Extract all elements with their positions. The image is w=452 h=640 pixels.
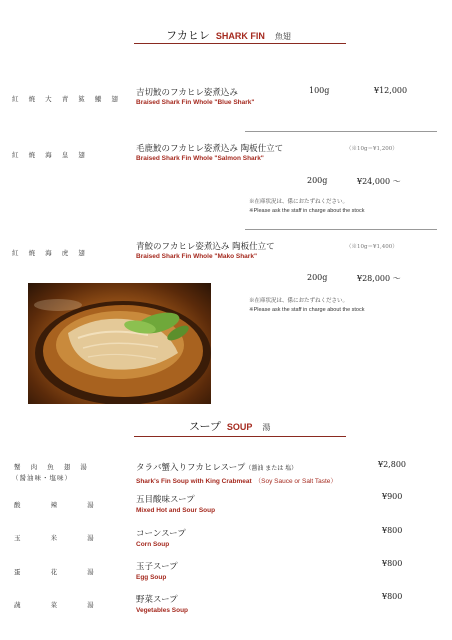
soup-item-4-en-name: Egg Soup (136, 574, 167, 581)
shark-item-2-unit-note: （※10g＝¥1,200） (346, 146, 398, 152)
soup-item-1-jp-main: タラバ蟹入りフカヒレスープ (136, 463, 246, 473)
shark-item-2-en-name: Braised Shark Fin Whole "Salmon Shark" (136, 155, 264, 162)
soup-item-4-jp-name: 玉子スープ (136, 562, 178, 572)
shark-item-3-en-name: Braised Shark Fin Whole "Mako Shark" (136, 253, 258, 260)
soup-item-2-cn-name: 酸 辣 湯 (14, 501, 108, 509)
shark-section-title-en: SHARK FIN (215, 31, 265, 41)
shark-item-3-unit-note: （※10g＝¥1,400） (346, 244, 398, 250)
shark-item-3-weight: 200g (307, 273, 328, 282)
shark-divider-1 (245, 131, 437, 132)
soup-item-1-en-main: Shark's Fin Soup with King Crabmeat (136, 478, 252, 485)
shark-item-3-jp-name: 青鮫のフカヒレ姿煮込み 陶板仕立て (136, 242, 275, 252)
soup-item-4-price: ¥800 (382, 559, 403, 568)
soup-item-3-jp-name: コーンスープ (136, 529, 186, 539)
shark-fin-dish-photo (28, 283, 211, 404)
soup-item-5-price: ¥800 (382, 592, 403, 601)
shark-item-2-cn-name: 紅 焼 海 皇 翅 (12, 151, 89, 159)
soup-item-1-en-name (136, 476, 337, 485)
soup-item-2-en-name: Mixed Hot and Sour Soup (136, 507, 216, 514)
shark-item-1-price: ¥12,000 (374, 86, 408, 95)
shark-item-2-jp-name: 毛鹿鮫のフカヒレ姿煮込み 陶板仕立て (136, 144, 284, 154)
soup-item-1-en-sub: （Soy Sauce or Salt Taste） (254, 478, 337, 485)
shark-section-title-cn: 魚翅 (274, 32, 291, 41)
shark-section-rule (134, 43, 346, 44)
soup-section-title (189, 418, 270, 434)
soup-item-5-jp-name: 野菜スープ (136, 595, 178, 605)
soup-section-rule (134, 436, 346, 437)
soup-item-4-cn-name: 蛋 花 湯 (14, 568, 108, 576)
soup-item-3-price: ¥800 (382, 526, 403, 535)
shark-fin-dish-illustration (28, 283, 211, 404)
soup-item-2-jp-name: 五目酸味スープ (136, 495, 195, 505)
shark-divider-2 (245, 229, 437, 230)
shark-item-2-price: ¥24,000 〜 (357, 177, 401, 186)
soup-section-title-cn: 湯 (262, 423, 271, 432)
soup-item-1-price: ¥2,800 (378, 460, 406, 469)
shark-section-title-jp: フカヒレ (166, 29, 210, 42)
shark-item-3-note-en: ※Please ask the staff in charge about the stock (249, 307, 365, 313)
shark-section-title (166, 27, 291, 43)
shark-item-1-jp-name: 吉切鮫のフカヒレ姿煮込み (136, 88, 238, 98)
soup-item-1-cn-sub: （醤油味・塩味） (12, 474, 72, 482)
shark-item-1-weight: 100g (309, 86, 330, 95)
shark-item-3-cn-name: 紅 焼 海 虎 翅 (12, 249, 89, 257)
shark-item-3-note-jp: ※在庫状況は、係におたずねください。 (249, 298, 349, 304)
shark-item-2-weight: 200g (307, 176, 328, 185)
soup-item-3-cn-name: 玉 米 湯 (14, 534, 108, 542)
shark-item-1-en-name: Braised Shark Fin Whole "Blue Shark" (136, 99, 255, 106)
soup-item-5-en-name: Vegetables Soup (136, 607, 189, 614)
shark-item-1-cn-name: 紅 焼 大 青 鯊 鱶 翅 (12, 95, 122, 103)
shark-item-3-price: ¥28,000 〜 (357, 274, 401, 283)
soup-item-1-jp-sub: （醤油 または 塩） (245, 465, 298, 472)
soup-section-title-en: SOUP (226, 422, 253, 432)
shark-item-2-note-en: ※Please ask the staff in charge about the stock (249, 208, 365, 214)
soup-item-1-jp-name (136, 461, 297, 473)
soup-item-5-cn-name: 蔬 菜 湯 (14, 601, 108, 609)
soup-item-3-en-name: Corn Soup (136, 541, 170, 548)
soup-item-2-price: ¥900 (382, 492, 403, 501)
soup-item-1-cn-name: 蟹 肉 魚 翅 湯 (14, 463, 91, 471)
soup-section-title-jp: スープ (189, 420, 221, 433)
shark-item-2-note-jp: ※在庫状況は、係におたずねください。 (249, 199, 349, 205)
